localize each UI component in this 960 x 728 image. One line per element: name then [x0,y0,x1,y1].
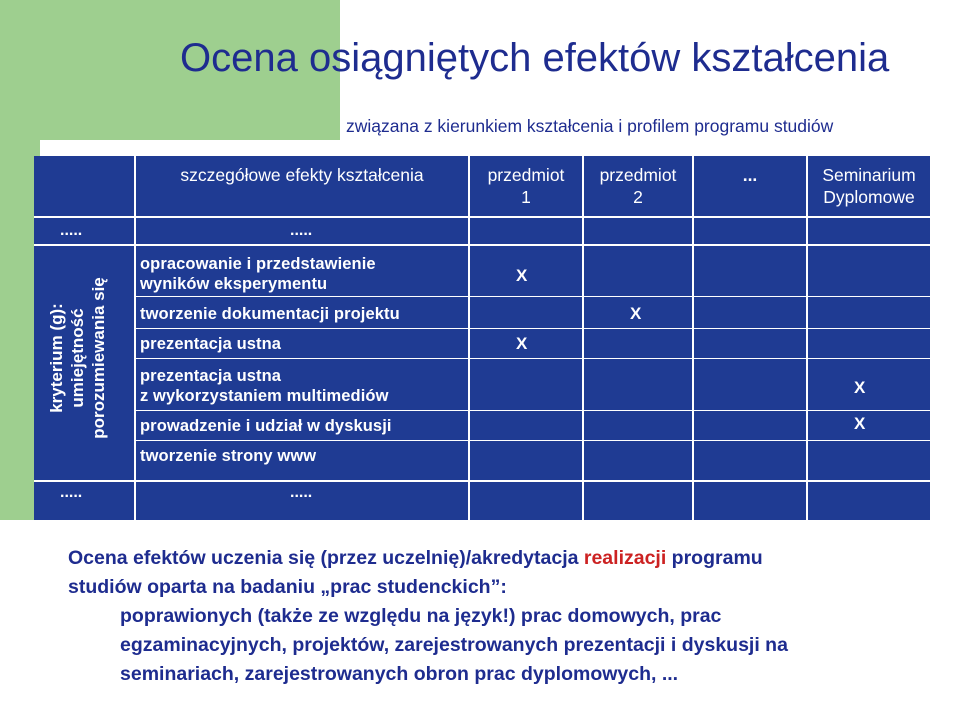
grid-line [34,480,930,482]
header-course-1-line2: 1 [521,187,531,207]
effect-row-4-line1: prezentacja ustna [140,367,282,385]
mark-x: X [516,266,528,285]
effects-table [34,156,930,520]
grid-line [34,244,930,246]
description-text: Ocena efektów uczenia się (przez uczelnię)/akredytacja [68,547,584,569]
row-line [136,410,930,411]
grid-line [468,156,470,520]
mark-x: X [854,414,866,433]
placeholder-dots: ..... [290,222,313,239]
row-line [136,296,930,297]
description-line-3: poprawionych (także ze względu na język!) prac domowych, prac [120,605,722,627]
mark-x: X [630,304,642,323]
grid-line [806,156,808,520]
mark-x: X [516,334,528,353]
header-course-ellipsis: ... [742,165,758,185]
description-line-2: studiów oparta na badaniu „prac studenckich”: [68,576,507,598]
criterion-line2: umiejętność [68,308,87,408]
effect-row-3: prezentacja ustna [140,335,282,353]
grid-line [134,156,136,520]
header-seminar-line1: Seminarium [822,165,916,185]
effect-row-4 [140,366,389,406]
subtitle: związana z kierunkiem kształcenia i profilem programu studiów [346,116,834,136]
effect-row-2: tworzenie dokumentacji projektu [140,305,400,323]
grid-line [34,216,930,218]
description-line-1 [68,544,948,573]
description-text: programu [666,547,763,569]
criterion-label [46,260,109,456]
header-course-2-line1: przedmiot [599,165,677,185]
placeholder-dots: ..... [290,484,313,501]
placeholder-dots: ..... [60,484,83,501]
criterion-line3: porozumiewania się [89,277,108,439]
description-line-4: egzaminacyjnych, projektów, zarejestrowanych prezentacji i dyskusji na [120,634,788,656]
effect-row-6: tworzenie strony www [140,447,317,465]
grid-line [582,156,584,520]
row-line [136,440,930,441]
header-seminar-line2: Dyplomowe [823,187,915,207]
header-course-2-line2: 2 [633,187,643,207]
effect-row-4-line2: z wykorzystaniem multimediów [140,387,389,405]
mark-x: X [854,378,866,397]
header-course-1 [470,164,582,208]
assessment-description [68,544,948,689]
effect-row-5: prowadzenie i udział w dyskusji [140,417,392,435]
header-course-2 [584,164,692,208]
description-line-5: seminariach, zarejestrowanych obron prac dyplomowych, ... [120,663,679,685]
row-line [136,328,930,329]
header-seminar [808,164,930,208]
row-line [136,358,930,359]
header-effects: szczegółowe efekty kształcenia [180,165,424,185]
header-course-1-line1: przedmiot [487,165,565,185]
page-title: Ocena osiągniętych efektów kształcenia [180,36,890,80]
effect-row-1 [140,254,376,294]
placeholder-dots: ..... [60,222,83,239]
criterion-line1: kryterium (g): [47,303,66,413]
effect-row-1-line1: opracowanie i przedstawienie [140,255,376,273]
grid-line [692,156,694,520]
effect-row-1-line2: wyników eksperymentu [140,275,328,293]
highlighted-word: realizacji [583,547,667,569]
